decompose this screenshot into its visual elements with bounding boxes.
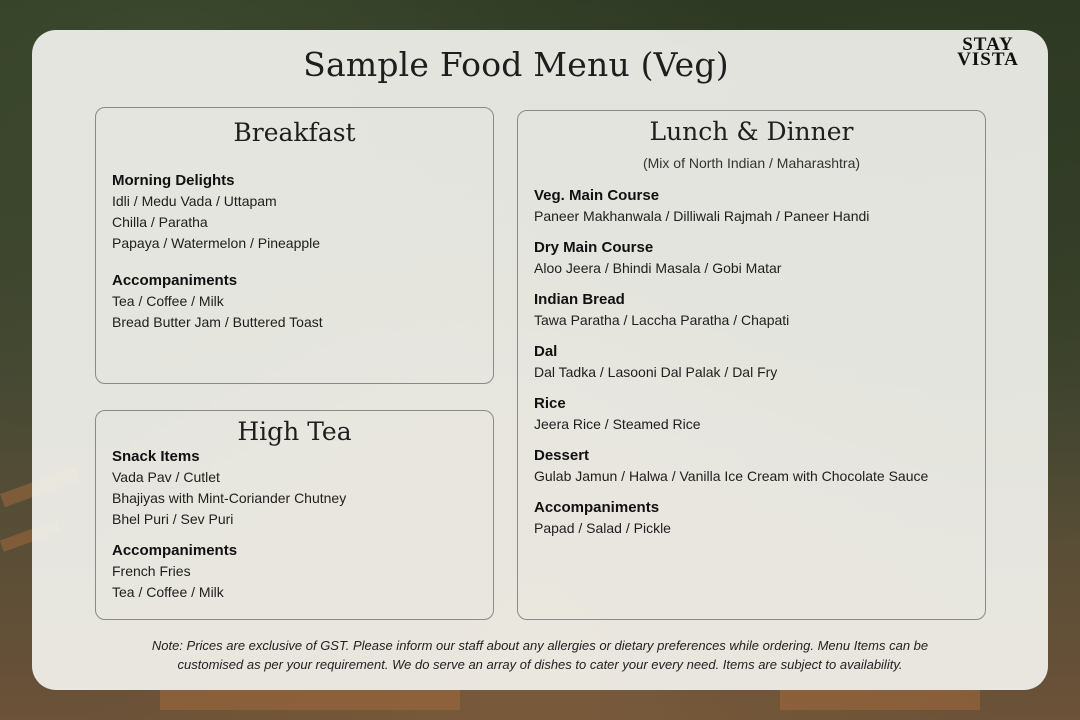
logo-line-2: VISTA <box>957 49 1019 70</box>
group-heading: Accompaniments <box>534 499 660 516</box>
menu-item: Chilla / Paratha <box>112 214 208 230</box>
section-title: High Tea <box>237 417 352 446</box>
group-heading: Snack Items <box>112 448 200 465</box>
lunch-dinner-section <box>517 110 986 620</box>
high-tea-section <box>95 410 494 620</box>
menu-group <box>534 393 975 435</box>
menu-item: Tea / Coffee / Milk <box>112 293 224 309</box>
group-heading: Veg. Main Course <box>534 187 660 204</box>
menu-group <box>534 497 975 539</box>
group-heading: Dessert <box>534 447 590 464</box>
group-heading: Indian Bread <box>534 291 625 308</box>
menu-item: Aloo Jeera / Bhindi Masala / Gobi Matar <box>534 260 782 276</box>
group-heading: Accompaniments <box>112 272 238 289</box>
menu-group <box>112 540 483 603</box>
note-line-2: customised as per your requirement. We do serve an array of dishes to cater your every need. Items are subject to availability. <box>177 657 903 672</box>
group-heading: Accompaniments <box>112 542 238 559</box>
menu-item: Idli / Medu Vada / Uttapam <box>112 193 277 209</box>
menu-item: Tea / Coffee / Milk <box>112 584 224 600</box>
chair-slat <box>160 690 460 710</box>
menu-item: Vada Pav / Cutlet <box>112 469 220 485</box>
footer-note <box>110 636 970 674</box>
menu-item: Dal Tadka / Lasooni Dal Palak / Dal Fry <box>534 364 778 380</box>
menu-item: Papaya / Watermelon / Pineapple <box>112 235 321 251</box>
menu-item: Tawa Paratha / Laccha Paratha / Chapati <box>534 312 790 328</box>
group-heading: Morning Delights <box>112 172 235 189</box>
note-line-1: Note: Prices are exclusive of GST. Please inform our staff about any allergies or dietary preferences while ordering. Menu Items can be <box>151 638 929 653</box>
group-heading: Rice <box>534 395 566 412</box>
page-title: Sample Food Menu (Veg) <box>303 45 729 84</box>
menu-item: French Fries <box>112 563 191 579</box>
group-heading: Dry Main Course <box>534 239 654 256</box>
section-title: Lunch & Dinner <box>649 117 854 146</box>
menu-item: Bhel Puri / Sev Puri <box>112 511 234 527</box>
menu-group <box>534 185 975 227</box>
group-heading: Dal <box>534 343 558 360</box>
section-title: Breakfast <box>233 118 356 147</box>
menu-item: Gulab Jamun / Halwa / Vanilla Ice Cream with Chocolate Sauce <box>534 468 929 484</box>
menu-item: Papad / Salad / Pickle <box>534 520 671 536</box>
section-subtitle: (Mix of North Indian / Maharashtra) <box>642 155 861 171</box>
menu-group <box>534 289 975 331</box>
logo-line-1: STAY <box>962 34 1014 55</box>
menu-group <box>112 270 483 333</box>
menu-item: Paneer Makhanwala / Dilliwali Rajmah / Paneer Handi <box>534 208 870 224</box>
breakfast-section <box>95 107 494 384</box>
menu-item: Jeera Rice / Steamed Rice <box>534 416 701 432</box>
stayvista-logo <box>952 34 1024 70</box>
menu-group <box>112 170 483 254</box>
menu-group <box>534 341 975 383</box>
menu-item: Bread Butter Jam / Buttered Toast <box>112 314 323 330</box>
table-leg <box>780 690 980 710</box>
menu-group <box>534 237 975 279</box>
menu-item: Bhajiyas with Mint-Coriander Chutney <box>112 490 347 506</box>
menu-group <box>534 445 975 487</box>
menu-group <box>112 446 483 530</box>
